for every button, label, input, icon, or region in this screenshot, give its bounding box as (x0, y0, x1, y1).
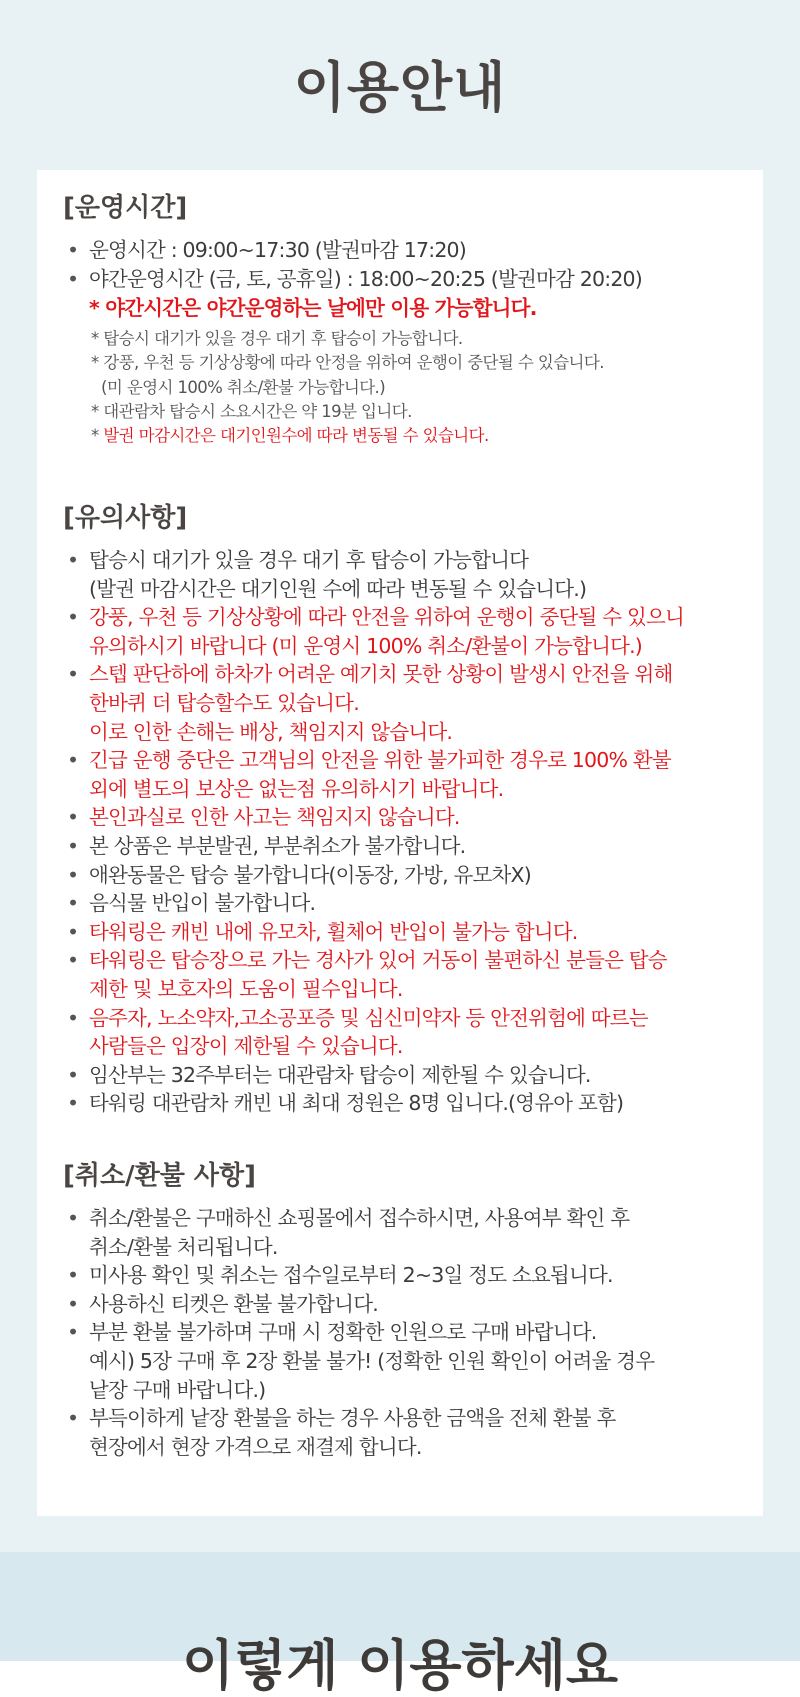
list-item: • 강풍, 우천 등 기상상황에 따라 안전을 위하여 운행이 중단될 수 있으니 유의하시기 바랍니다 (미 운영시 100% 취소/환불이 가능합니다.) (67, 605, 684, 658)
bullet-icon: • (67, 919, 79, 944)
bullet-icon: • (67, 805, 79, 830)
list-item: • 타워링 대관람차 캐빈 내 최대 정원은 8명 입니다.(영유아 포함) (63, 1089, 743, 1118)
list-item: • 스텝 판단하에 하차가 어려운 예기치 못한 상황이 발생시 안전을 위해 한바퀴 더 탑승할수도 있습니다. 이로 인한 손해는 배상, 책임지지 않습니다. (67, 662, 673, 744)
cautions-title: [유의사항] (63, 503, 188, 533)
refund-title: [취소/환불 사항] (63, 1161, 257, 1191)
bullet-icon: • (67, 1005, 79, 1030)
bullet-icon: • (67, 266, 79, 291)
list-item: • 본 상품은 부분발권, 부분취소가 불가합니다. (63, 832, 743, 861)
cautions-list (63, 546, 743, 1118)
list-item: • 긴급 운행 중단은 고객님의 안전을 위한 불가피한 경우로 100% 환불 외에 별도의 보상은 없는점 유의하시기 바랍니다. (67, 748, 671, 801)
usage-title: 이렇게 이용하세요 (181, 1634, 619, 1697)
list-item: • 부득이하게 낱장 환불을 하는 경우 사용한 금액을 전체 환불 후 현장에서 현장 가격으로 재결제 합니다. (67, 1406, 616, 1459)
list-item: • 음주자, 노소약자,고소공포증 및 심신미약자 등 안전위험에 따르는 사람들은 입장이 제한될 수 있습니다. (67, 1005, 648, 1059)
cautions-section (63, 500, 743, 1118)
bullet-icon: • (67, 605, 79, 630)
bullet-icon: • (67, 862, 79, 887)
bullet-icon: • (67, 891, 79, 916)
list-item: • 취소/환불은 구매하신 쇼핑몰에서 접수하시면, 사용여부 확인 후 취소/환불 처리됩니다. (67, 1206, 630, 1259)
note-line: * 강풍, 우천 등 기상상황에 따라 안정을 위하여 운행이 중단될 수 있습니다. (91, 353, 604, 373)
bullet-icon: • (67, 548, 79, 572)
list-item: • 임산부는 32주부터는 대관람차 탑승이 제한될 수 있습니다. (63, 1061, 743, 1090)
bullet-icon: • (67, 1291, 79, 1316)
refund-list (63, 1204, 743, 1461)
hours-title: [운영시간] (63, 193, 188, 223)
bullet-icon: • (67, 833, 79, 858)
list-item: • 탑승시 대기가 있을 경우 대기 후 탑승이 가능합니다 (발권 마감시간은 대기인원 수에 따라 변동될 수 있습니다.) (67, 548, 587, 601)
hours-section (63, 190, 743, 448)
usage-section (0, 1552, 800, 1697)
ticket-deadline-note: 발권 마감시간은 대기인원수에 따라 변동될 수 있습니다. (103, 426, 489, 445)
bullet-icon: • (67, 748, 79, 773)
bullet-icon: • (67, 238, 79, 262)
bullet-icon: • (67, 1406, 79, 1431)
bullet-icon: • (67, 1062, 79, 1087)
list-item: • 미사용 확인 및 취소는 접수일로부터 2~3일 정도 소요됩니다. (63, 1261, 743, 1290)
note-line: (미 운영시 100% 취소/환불 가능합니다.) (101, 377, 386, 397)
bullet-icon: • (67, 1320, 79, 1345)
list-item: • 야간운영시간 (금, 토, 공휴일) : 18:00~20:25 (발권마감 20:20) (63, 265, 743, 294)
bullet-icon: • (67, 1091, 79, 1116)
note-line: * 대관람차 탑승시 소요시간은 약 19분 입니다. (91, 401, 412, 421)
bullet-icon: • (67, 1263, 79, 1288)
hours-list (63, 236, 743, 293)
note-line: * 발권 마감시간은 대기인원수에 따라 변동될 수 있습니다. (91, 426, 489, 445)
bullet-icon: • (67, 1206, 79, 1230)
list-item: • 음식물 반입이 불가합니다. (63, 889, 743, 918)
list-item: • 타워링은 탑승장으로 가는 경사가 있어 거동이 불편하신 분들은 탑승 제한 및 보호자의 도움이 필수입니다. (67, 948, 667, 1001)
list-item: • 운영시간 : 09:00~17:30 (발권마감 17:20) (63, 236, 743, 265)
bullet-icon: • (67, 662, 79, 687)
hours-notes (63, 327, 743, 448)
bullet-icon: • (67, 948, 79, 973)
page-title: 이용안내 (293, 56, 507, 119)
list-item: • 본인과실로 인한 사고는 책임지지 않습니다. (63, 803, 743, 832)
list-item: • 부분 환불 불가하며 구매 시 정확한 인원으로 구매 바랍니다. 예시) 5장 구매 후 2장 환불 불가! (정확한 인원 확인이 어려울 경우 낱장 구매 바랍니다.) (67, 1320, 655, 1402)
list-item: • 사용하신 티켓은 환불 불가합니다. (63, 1290, 743, 1319)
list-item: • 타워링은 캐빈 내에 유모차, 휠체어 반입이 불가능 합니다. (63, 918, 743, 947)
note-line: * 탑승시 대기가 있을 경우 대기 후 탑승이 가능합니다. (91, 329, 463, 349)
night-notice: * 야간시간은 야간운영하는 날에만 이용 가능합니다. (89, 296, 537, 321)
refund-section (63, 1158, 743, 1461)
list-item: • 애완동물은 탑승 불가합니다(이동장, 가방, 유모차X) (63, 861, 743, 890)
